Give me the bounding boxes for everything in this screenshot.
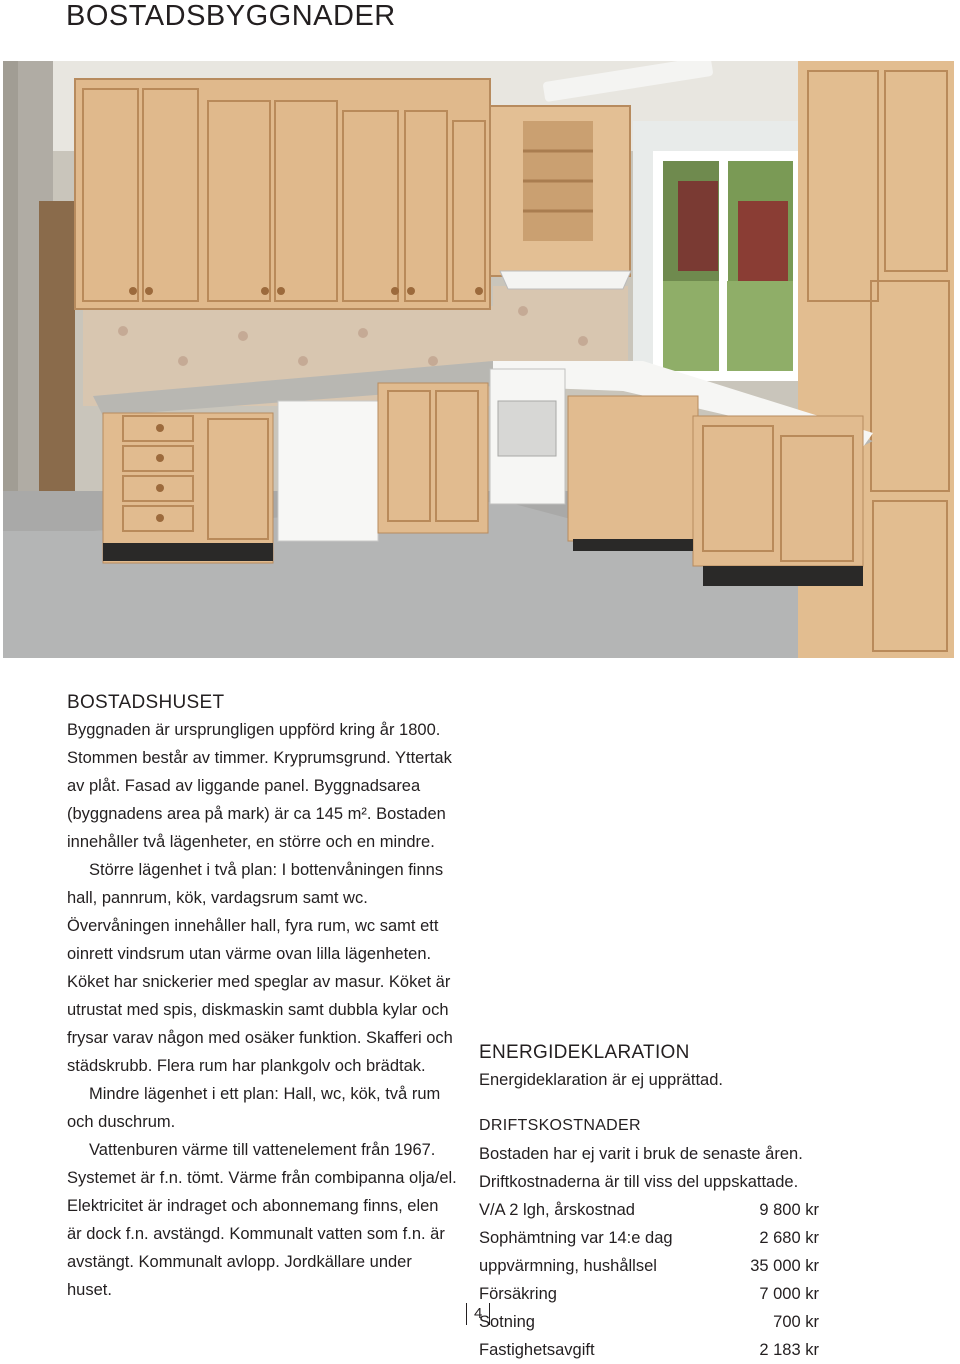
cost-amount: 9 800 kr	[759, 1201, 819, 1219]
section-heading-bostadshuset: BOSTADSHUSET	[67, 692, 225, 713]
page-number: 4	[466, 1303, 490, 1325]
page-title: BOSTADSBYGGNADER	[66, 0, 396, 32]
cost-amount: 35 000 kr	[750, 1257, 819, 1275]
driftskostnader-text-1: Bostaden har ej varit i bruk de senaste åren.	[479, 1145, 803, 1163]
cost-amount: 2 680 kr	[759, 1229, 819, 1247]
cost-amount: 700 kr	[773, 1313, 819, 1331]
cost-amount: 2 183 kr	[759, 1341, 819, 1359]
cost-row	[479, 1336, 819, 1364]
paragraph-smaller-apartment: Mindre lägenhet i ett plan: Hall, wc, kök, två rum och duschrum.	[67, 1085, 441, 1131]
left-column	[67, 690, 457, 1304]
cost-label: Sotning	[479, 1313, 535, 1331]
right-column	[479, 1040, 879, 1364]
cost-amount: 7 000 kr	[759, 1285, 819, 1303]
paragraph-description: Byggnaden är ursprungligen uppförd kring år 1800. Stommen består av timmer. Kryprumsgrund. Yttertak av plåt. Fasad av liggande panel. Byggnadsarea (byggnadens area på mark) är ca 145 m². Bostaden innehåller två lägenheter, en större och en mindre.	[67, 721, 452, 851]
cost-label: V/A 2 lgh, årskostnad	[479, 1201, 635, 1219]
paragraph-heating: Vattenburen värme till vattenelement från 1967. Systemet är f.n. tömt. Värme från combipanna olja/el. Elektricitet är indraget och abonnemang finns, elen är dock f.n. avstängd. Kommunalt vatten som f.n. är avstängt. Kommunalt avlopp. Jordkällare under huset.	[67, 1141, 457, 1299]
kitchen-photo	[3, 61, 954, 658]
cost-label: Försäkring	[479, 1285, 557, 1303]
section-heading-driftskostnader: DRIFTSKOSTNADER	[479, 1117, 641, 1134]
cost-row	[479, 1196, 819, 1224]
driftskostnader-text-2: Driftkostnaderna är till viss del uppskattade.	[479, 1173, 799, 1191]
section-heading-energideklaration: ENERGIDEKLARATION	[479, 1042, 690, 1063]
paragraph-larger-apartment: Större lägenhet i två plan: I bottenvåningen finns hall, pannrum, kök, vardagsrum samt wc. Övervåningen innehåller hall, fyra rum, wc samt ett oinrett vindsrum utan värme ovan lilla lägenheten. Köket har snickerier med speglar av masur. Köket är utrustat med spis, diskmaskin samt dubbla kylar och frysar varav någon med osäker funktion. Skafferi och städskrubb. Flera rum har plankgolv och brädtak.	[67, 861, 453, 1075]
energideklaration-text: Energideklaration är ej upprättad.	[479, 1071, 723, 1089]
cost-label: uppvärmning, hushållsel	[479, 1257, 657, 1275]
cost-label: Fastighetsavgift	[479, 1341, 595, 1359]
cost-row	[479, 1308, 819, 1336]
cost-row	[479, 1280, 819, 1308]
cost-table	[479, 1196, 819, 1364]
cost-label: Sophämtning var 14:e dag	[479, 1229, 673, 1247]
kitchen-illustration	[3, 61, 954, 658]
cost-row	[479, 1224, 819, 1252]
cost-row	[479, 1252, 819, 1280]
